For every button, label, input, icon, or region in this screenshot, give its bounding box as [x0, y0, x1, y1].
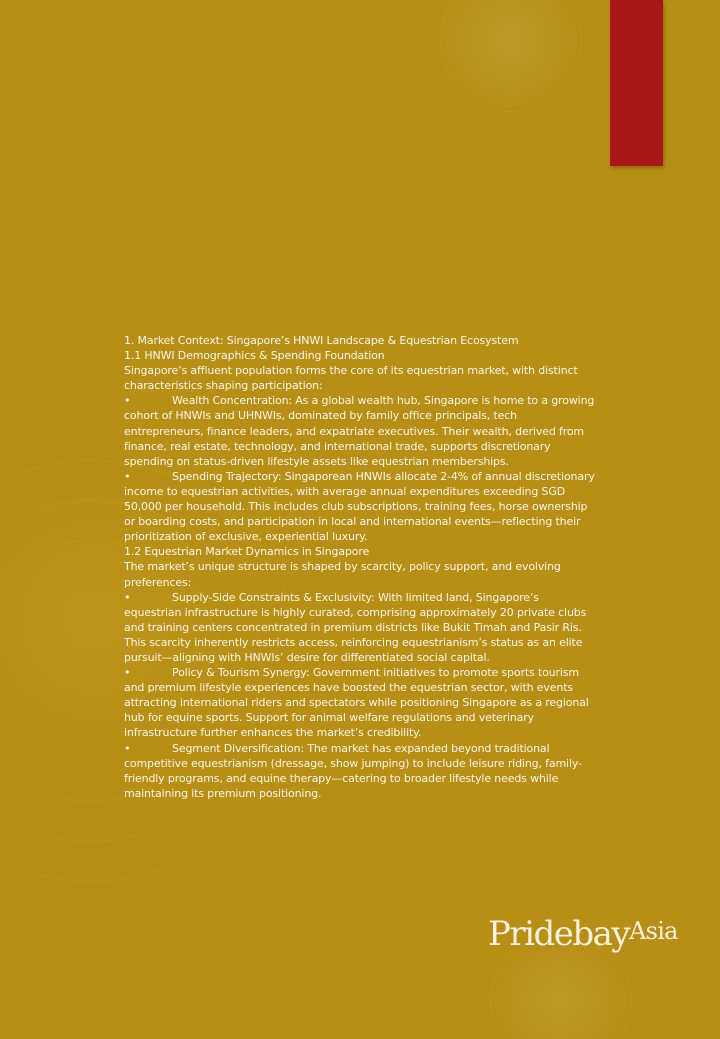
bullet-text: Wealth Concentration: As a global wealth hub, Singapore is home to a growing cohort of HNWIs and UHNWIs, dominated by family office principals, tech entrepreneurs, finance leaders, and expatriate executives. Their wealth, derived from finance, real estate, technology, and international trade, supports discretionary spending on status-driven lifestyle assets like equestrian memberships. — [124, 394, 595, 468]
bullet-item — [124, 590, 599, 665]
bullet-item — [124, 741, 599, 801]
pridebay-asia-logo — [488, 914, 678, 954]
bullet-marker: • — [124, 590, 131, 604]
decorative-ripple — [440, 0, 582, 112]
bullet-marker: • — [124, 666, 131, 680]
bullet-marker: • — [124, 469, 131, 483]
bullet-text: Segment Diversification: The market has expanded beyond traditional competitive equestrianism (dressage, show jumping) to include leisure riding, family-friendly programs, and equine therapy—catering to broader lifestyle needs while maintaining its premium positioning. — [124, 741, 582, 800]
red-bookmark-tab — [610, 0, 663, 166]
bullet-marker: • — [124, 394, 131, 408]
subsection-heading: 1.2 Equestrian Market Dynamics in Singapore — [124, 545, 370, 559]
bullet-item — [124, 469, 599, 544]
logo-wordmark: Pridebay — [488, 914, 630, 954]
bullet-text: Supply-Side Constraints & Exclusivity: With limited land, Singapore’s equestrian infrastructure is highly curated, comprising approximately 20 private clubs and training centers concentrated in premium districts like Bukit Timah and Pasir Ris. This scarcity inherently restricts access, reinforcing equestrianism’s status as an elite pursuit—aligning with HNWIs’ desire for differentiated social capital. — [124, 590, 587, 664]
paragraph: Singapore’s affluent population forms the core of its equestrian market, with distinct characteristics shaping participation: — [124, 364, 578, 393]
section-heading: 1. Market Context: Singapore’s HNWI Landscape & Equestrian Ecosystem — [124, 334, 519, 347]
paragraph: The market’s unique structure is shaped by scarcity, policy support, and evolving preferences: — [124, 560, 561, 589]
bullet-item — [124, 393, 599, 468]
logo-suffix: Asia — [629, 917, 678, 945]
document-body — [124, 333, 599, 801]
bullet-item — [124, 665, 599, 740]
subsection-heading: 1.1 HNWI Demographics & Spending Foundation — [124, 349, 385, 363]
bullet-text: Policy & Tourism Synergy: Government initiatives to promote sports tourism and premium lifestyle experiences have boosted the equestrian sector, with events attracting international riders and spectators while positioning Singapore as a regional hub for equine sports. Support for animal welfare regulations and veterinary infrastructure further enhances the market’s credibility. — [124, 666, 589, 740]
bullet-marker: • — [124, 741, 131, 755]
bullet-text: Spending Trajectory: Singaporean HNWIs allocate 2-4% of annual discretionary income to equestrian activities, with average annual expenditures exceeding SGD 50,000 per household. This includes club subscriptions, training fees, horse ownership or boarding costs, and participation in local and international events—reflecting their prioritization of exclusive, experiential luxury. — [124, 469, 595, 544]
